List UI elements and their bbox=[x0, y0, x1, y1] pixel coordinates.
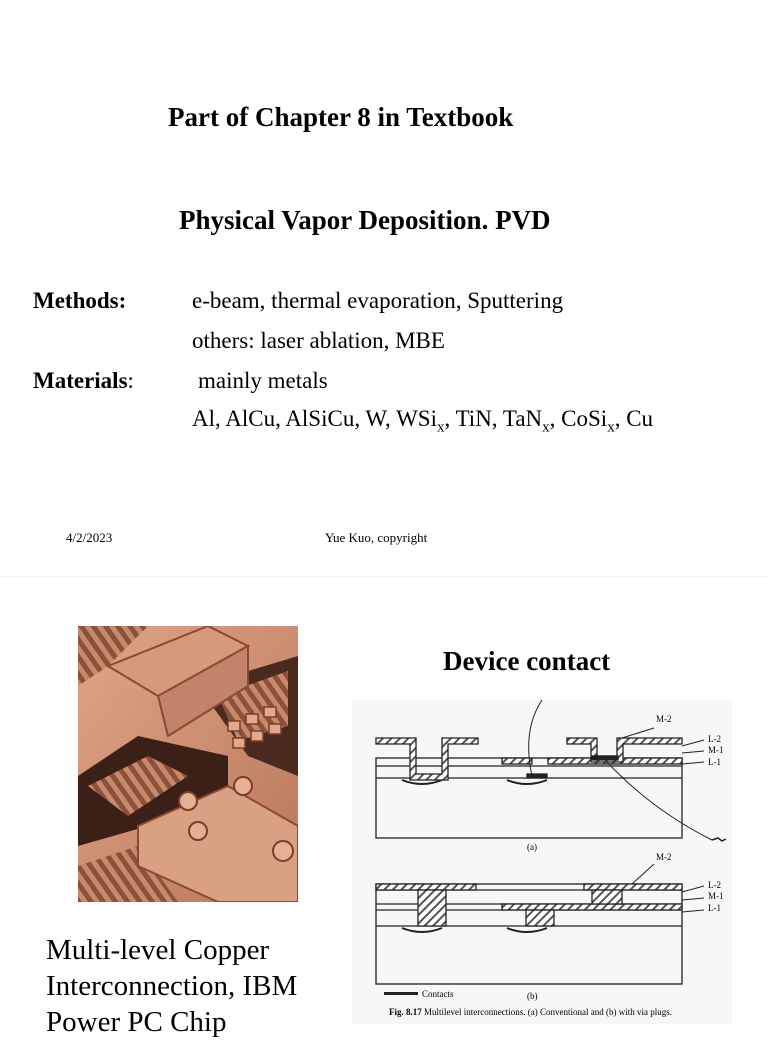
materials-part: , Cu bbox=[614, 406, 654, 431]
materials-subscript: x bbox=[436, 419, 445, 436]
panel-b-label: (b) bbox=[527, 991, 538, 1001]
photo-caption-line: Power PC Chip bbox=[46, 1006, 227, 1038]
slide-divider bbox=[0, 576, 768, 577]
label-m2-a: M-2 bbox=[656, 714, 672, 724]
label-m1-b: M-1 bbox=[708, 891, 724, 901]
label-l2-a: L-2 bbox=[708, 734, 721, 744]
photo-caption-line: Multi-level Copper bbox=[46, 934, 270, 966]
footer-date: 4/2/2023 bbox=[66, 530, 113, 545]
contacts-legend: Contacts bbox=[422, 989, 454, 999]
materials-label-row bbox=[33, 368, 134, 394]
contacts-legend-swatch bbox=[384, 992, 418, 995]
materials-subscript: x bbox=[542, 419, 550, 436]
photo-caption-line: Interconnection, IBM bbox=[46, 970, 298, 1002]
materials-part: , CoSi bbox=[549, 406, 608, 431]
footer-author: Yue Kuo, copyright bbox=[325, 530, 428, 545]
materials-part: Al, AlCu, AlSiCu, W, WSi bbox=[192, 406, 437, 431]
label-l1-a: L-1 bbox=[708, 757, 721, 767]
label-l1-b: L-1 bbox=[708, 903, 721, 913]
materials-list bbox=[192, 406, 654, 436]
copper-chip-photo bbox=[78, 626, 298, 902]
label-l2-b: L-2 bbox=[708, 880, 721, 890]
materials-part: , TiN, TaN bbox=[444, 406, 543, 431]
materials-line-1: mainly metals bbox=[198, 368, 328, 393]
panel-a-label: (a) bbox=[527, 842, 537, 852]
figure-caption-text: Multilevel interconnections. (a) Conventional and (b) with via plugs. bbox=[421, 1007, 672, 1017]
materials-label: Materials bbox=[33, 368, 128, 393]
interconnect-figure bbox=[352, 700, 732, 1024]
methods-label: Methods: bbox=[33, 288, 127, 313]
figure-caption-number: Fig. 8.17 bbox=[389, 1007, 422, 1017]
diagram-title: Device contact bbox=[443, 646, 611, 676]
methods-line-1: e-beam, thermal evaporation, Sputtering bbox=[192, 288, 564, 313]
slide-subtitle: Physical Vapor Deposition. PVD bbox=[179, 205, 551, 235]
label-m1-a: M-1 bbox=[708, 745, 724, 755]
materials-colon: : bbox=[127, 368, 134, 393]
methods-line-2: others: laser ablation, MBE bbox=[192, 328, 445, 353]
label-m2-b: M-2 bbox=[656, 852, 672, 862]
figure-caption bbox=[389, 1007, 672, 1017]
materials-subscript: x bbox=[607, 419, 615, 436]
slide-title: Part of Chapter 8 in Textbook bbox=[168, 102, 514, 132]
